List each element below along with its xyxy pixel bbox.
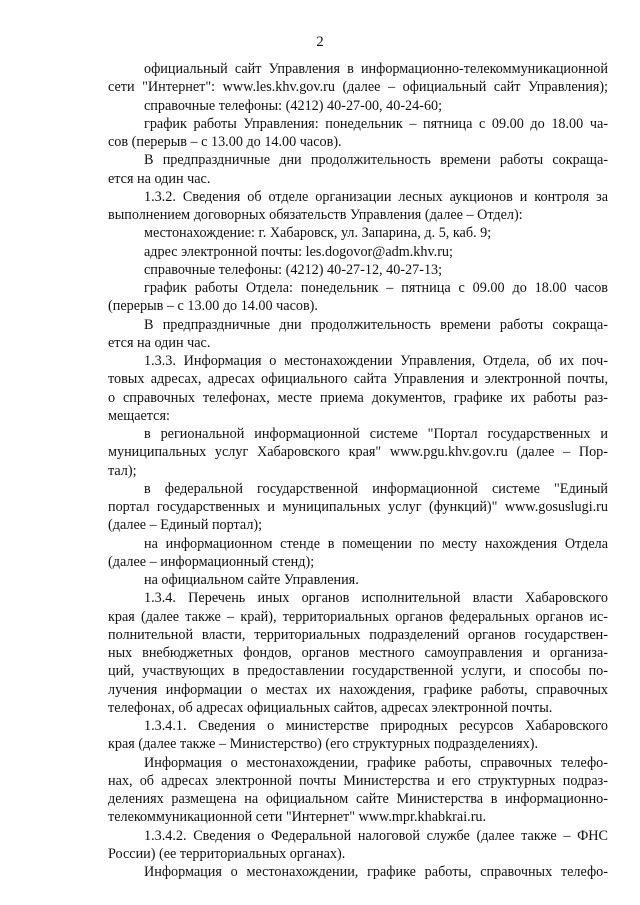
text-line: справочные телефоны: (4212) 40-27-12, 40-27-13;	[144, 261, 443, 278]
text-line: 1.3.4.1. Сведения о министерстве природных ресурсов Хабаровского	[144, 718, 608, 734]
text-line: в федеральной государственной информационной системе "Единый	[144, 480, 608, 497]
text-line: ется на один час.	[108, 170, 211, 187]
text-line: товых адресах, адресах официального сайта Управления и электронной почты,	[108, 371, 608, 388]
document-body	[108, 60, 608, 881]
text-line: полнительной власти, территориальных подразделений органов государствен-	[108, 626, 608, 643]
text-line: лучения информации о местах их нахождения, графике работы, справочных	[108, 681, 608, 698]
text-line: график работы Отдела: понедельник – пятница с 09.00 до 18.00 часов	[144, 280, 608, 296]
text-line: края (далее также – край), территориальных органов федеральных органов ис-	[108, 608, 608, 625]
text-line: В предпраздничные дни продолжительность времени работы сокраща-	[144, 152, 608, 169]
text-line: мещается:	[108, 407, 170, 424]
text-line: 1.3.3. Информация о местонахождении Управления, Отдела, об их поч-	[144, 353, 608, 369]
text-line: ций, участвующих в предоставлении государственной услуги, и способы по-	[108, 663, 608, 680]
text-line: сети "Интернет": www.les.khv.gov.ru (далее – официальный сайт Управления);	[108, 79, 608, 96]
text-line: нах, об адресах электронной почты Министерства и его структурных подраз-	[108, 772, 608, 789]
text-line: 1.3.4. Перечень иных органов исполнительной власти Хабаровского	[144, 590, 608, 607]
text-line: портал государственных и муниципальных услуг (функций)" www.gosuslugi.ru	[108, 499, 608, 515]
text-line: график работы Управления: понедельник – пятница с 09.00 до 18.00 ча-	[144, 115, 608, 132]
text-line: сов (перерыв – с 13.00 до 14.00 часов).	[108, 134, 342, 150]
text-line: Информация о местонахождении, графике работы, справочных телефо-	[144, 864, 608, 880]
text-line: ных внебюджетных фондов, органов местного самоуправления и организа-	[108, 645, 608, 661]
text-line: России) (ее территориальных органах).	[108, 845, 346, 862]
text-line: муниципальных услуг Хабаровского края" www.pgu.khv.gov.ru (далее – Пор-	[108, 444, 608, 461]
text-line: официальный сайт Управления в информационно-телекоммуникационной	[144, 61, 608, 77]
text-line: выполнением договорных обязательств Управления (далее – Отдел):	[108, 207, 523, 223]
text-line: о справочных телефонах, месте приема документов, графике их работы раз-	[108, 389, 608, 406]
text-line: 1.3.2. Сведения об отделе организации лесных аукционов и контроля за	[144, 188, 608, 205]
text-line: справочные телефоны: (4212) 40-27-00, 40-24-60;	[144, 97, 443, 114]
page-number: 2	[316, 34, 324, 50]
text-line: Информация о местонахождении, графике работы, справочных телефо-	[144, 754, 608, 771]
text-line: тал);	[108, 462, 137, 479]
text-line: края (далее также – Министерство) (его структурных подразделениях).	[108, 736, 539, 753]
text-line: В предпраздничные дни продолжительность времени работы сокраща-	[144, 316, 608, 333]
text-line: в региональной информационной системе "Портал государственных и	[144, 426, 608, 442]
text-line: телефонах, об адресах официальных сайтов, адресах электронной почты.	[108, 699, 553, 716]
text-line: 1.3.4.2. Сведения о Федеральной налоговой службе (далее также – ФНС	[144, 827, 608, 844]
text-line: (далее – информационный стенд);	[108, 553, 315, 570]
text-line: (перерыв – с 13.00 до 14.00 часов).	[108, 298, 318, 315]
text-line: на официальном сайте Управления.	[144, 572, 359, 588]
text-line: местонахождение: г. Хабаровск, ул. Запарина, д. 5, каб. 9;	[144, 225, 492, 242]
text-line: (далее – Единый портал);	[108, 517, 263, 534]
text-line: телекоммуникационной сети "Интернет" www.mpr.khabkrai.ru.	[108, 809, 487, 826]
text-line: адрес электронной почты: les.dogovor@adm.khv.ru;	[144, 243, 453, 260]
text-line: делениях размещена на официальном сайте Министерства в информационно-	[108, 791, 608, 807]
text-line: на информационном стенде в помещении по месту нахождения Отдела	[144, 535, 608, 552]
text-line: ется на один час.	[108, 334, 211, 351]
